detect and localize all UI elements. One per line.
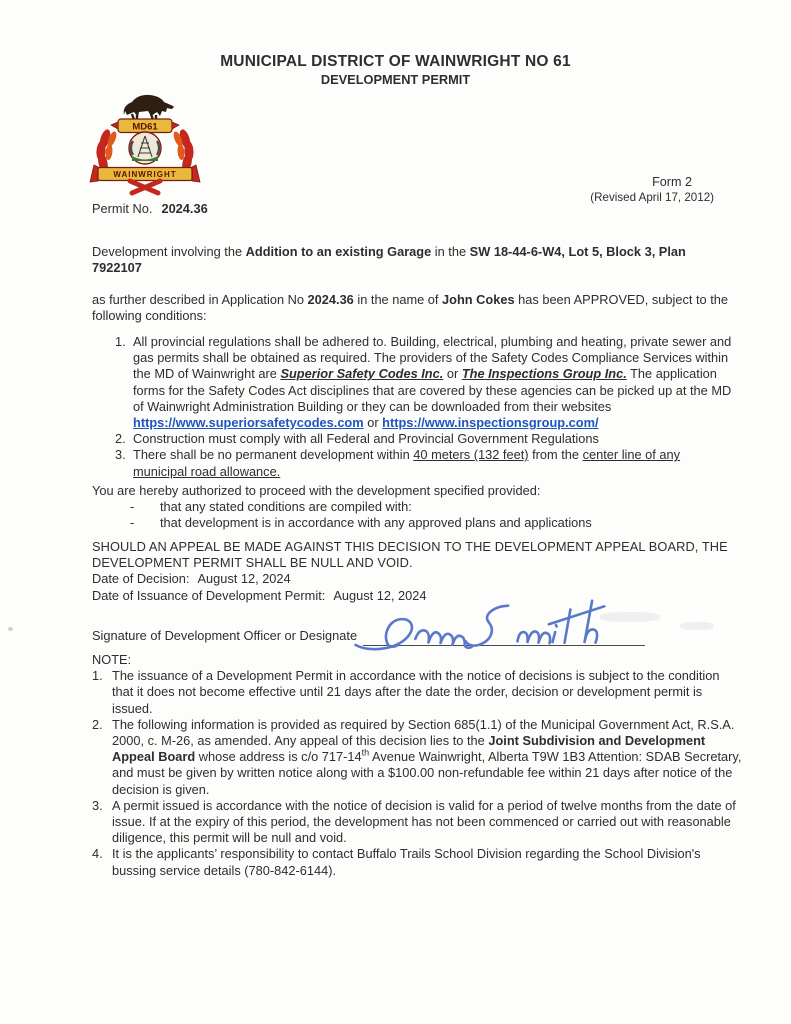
dash-marker: - (130, 515, 135, 531)
permit-number-label: Permit No. (92, 201, 153, 216)
authorization-section (92, 483, 740, 532)
list-number: 4. (92, 846, 103, 862)
condition-item (115, 334, 737, 431)
text-segment: whose address is c/o 717-14 (195, 749, 362, 765)
form-revision-date: (Revised April 17, 2012) (590, 191, 714, 205)
text-segment: Development involving the (92, 243, 246, 259)
list-number: 2. (92, 716, 103, 732)
wainwright-crest-logo (88, 94, 202, 196)
application-approval-paragraph (92, 292, 740, 324)
note-item (92, 717, 742, 798)
date-of-issuance-value: August 12, 2024 (333, 587, 427, 603)
legal-land-description: SW 18-44-6-W4, Lot 5, Block 3, Plan 7922107 (92, 243, 686, 275)
document-subtitle: DEVELOPMENT PERMIT (320, 72, 471, 88)
date-of-decision-value: August 12, 2024 (197, 571, 291, 587)
bullet-text: that any stated conditions are compiled with: (160, 499, 412, 515)
note-item (92, 798, 742, 847)
notes-section (92, 652, 742, 879)
crest-icon (88, 94, 202, 196)
authorization-bullet (92, 515, 740, 531)
applicant-name: John Cokes (442, 291, 515, 307)
date-of-issuance-line (92, 588, 754, 604)
signature-handwriting (348, 597, 650, 659)
superiorsafetycodes-link[interactable]: https://www.superiorsafetycodes.com (133, 415, 364, 431)
scan-artifact (8, 627, 13, 631)
notes-heading: NOTE: (92, 652, 132, 667)
setback-distance: 40 meters (132 feet) (413, 447, 529, 463)
note-item (92, 668, 742, 717)
scan-smudge (600, 612, 660, 622)
text-segment: There shall be no permanent development within (133, 447, 414, 463)
bullet-text: that development is in accordance with any approved plans and applications (160, 515, 592, 531)
appeal-section (92, 539, 754, 604)
authorization-intro: You are hereby authorized to proceed with the development specified provided: (92, 483, 541, 498)
note-text: It is the applicants’ responsibility to contact Buffalo Trails School Division regarding the School Division's bussing service details (780-842-6144). (112, 846, 701, 878)
text-segment: The following information is provided as required by Section 685(1.1) of the Municipal Government Act, R.S.A. 2000, c. M-26, as amended. Any appeal of this decision lies to the (112, 716, 735, 749)
application-number: 2024.36 (307, 291, 354, 307)
form-meta (500, 174, 714, 206)
permit-number-line (92, 201, 208, 217)
list-number: 3. (92, 797, 103, 813)
note-text (112, 717, 742, 798)
appeal-statement: SHOULD AN APPEAL BE MADE AGAINST THIS DECISION TO THE DEVELOPMENT APPEAL BOARD, THE DEVELOPMENT PERMIT SHALL BE NULL AND VOID. (92, 539, 728, 571)
document-title: MUNICIPAL DISTRICT OF WAINWRIGHT NO 61 (220, 53, 571, 70)
conditions-list (115, 334, 737, 480)
authorization-bullet (92, 499, 740, 515)
agency-name: Superior Safety Codes Inc. (280, 366, 444, 382)
text-segment: as further described in Application No (92, 291, 308, 307)
condition-text (133, 334, 737, 431)
form-number: Form 2 (652, 175, 692, 189)
condition-item (115, 431, 737, 447)
note-text: The issuance of a Development Permit in accordance with the notice of decisions is subject to the condition that it does not become effective until 21 days after the date the order, decision or development permit is issued. (112, 668, 720, 716)
development-type: Addition to an existing Garage (245, 243, 432, 259)
svg-text:WAINWRIGHT: WAINWRIGHT (113, 170, 177, 179)
scan-smudge (680, 622, 714, 630)
development-description-paragraph (92, 244, 737, 276)
agency-name: The Inspections Group Inc. (461, 366, 627, 382)
list-number: 1. (115, 334, 126, 349)
text-segment: in the (431, 243, 470, 259)
condition-text: Construction must comply with all Federal and Provincial Government Regulations (133, 431, 599, 447)
list-number: 1. (92, 668, 103, 684)
appeal-board-name: Joint Subdivision and Development Appeal Board (112, 733, 706, 765)
dash-marker: - (130, 499, 135, 515)
text-segment: or (363, 415, 383, 431)
inspectionsgroup-link[interactable]: https://www.inspectionsgroup.com/ (382, 415, 599, 431)
signature-label: Signature of Development Officer or Designate (92, 627, 358, 643)
condition-text (133, 447, 737, 479)
text-segment: Avenue Wainwright, Alberta T9W 1B3 Attention: SDAB Secretary, and must be given by written notice along with a $100.00 non-refundable fee within 21 days after notice of the decision is given. (112, 749, 742, 797)
text-segment: has been APPROVED, subject to the following conditions: (92, 291, 728, 323)
text-segment: from the (528, 447, 583, 463)
date-of-decision-line (92, 571, 754, 587)
text-segment: or (443, 366, 462, 382)
date-of-issuance-label: Date of Issuance of Development Permit: (92, 587, 326, 603)
date-of-decision-label: Date of Decision: (92, 571, 190, 587)
document-header (0, 54, 791, 88)
note-text: A permit issued is accordance with the notice of decision is valid for a period of twelve months from the date of issue. If at the expiry of this period, the development has not been commenced or carried out with reasonable diligence, this permit will be null and void. (112, 797, 736, 846)
svg-text:MD61: MD61 (132, 121, 158, 133)
text-segment: All provincial regulations shall be adhered to. Building, electrical, plumbing and heating, private sewer and gas permits shall be obtained as required. The providers of the Safety Codes Compliance Services within the MD of Wainwright are (133, 334, 732, 382)
text-segment: The application forms for the Safety Codes Act disciplines that are covered by these agencies can be picked up at the MD of Wainwright Administration Building or they can be downloaded from their websites (133, 366, 732, 414)
signature-section (92, 612, 652, 646)
text-segment: in the name of (353, 291, 443, 307)
condition-item (115, 447, 737, 479)
ordinal-suffix: th (361, 747, 370, 758)
list-number: 3. (115, 447, 126, 463)
list-number: 2. (115, 431, 126, 447)
setback-reference: center line of any municipal road allowance. (133, 447, 681, 479)
permit-number-value: 2024.36 (161, 201, 208, 216)
note-item (92, 846, 742, 878)
